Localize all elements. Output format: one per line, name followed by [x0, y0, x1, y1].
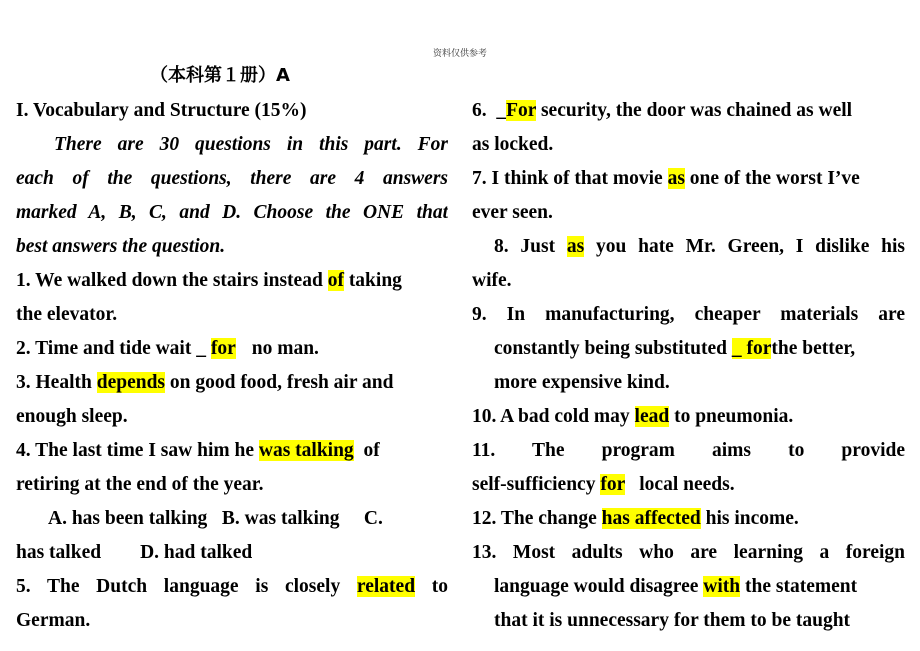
- header-note: 资料仅供参考: [432, 49, 487, 59]
- q12-text: 12. The change: [472, 508, 602, 529]
- q13-text-end: the statement: [740, 576, 858, 597]
- question-6-cont: as locked.: [472, 134, 554, 155]
- question-11: 11. The program aims to provide: [472, 440, 905, 461]
- q12-text-end: his income.: [700, 508, 799, 529]
- question-4-options-1: A. has been talking B. was talking C.: [48, 508, 383, 529]
- question-9-cont-2: more expensive kind.: [494, 372, 670, 393]
- question-1-cont: the elevator.: [16, 304, 118, 325]
- q2-answer: for: [210, 338, 236, 359]
- q10-answer: lead: [634, 406, 670, 427]
- q5-text-end: to: [415, 576, 448, 597]
- q2-text: 2. Time and tide wait _: [16, 338, 211, 359]
- q8-text: 8. Just: [494, 236, 567, 257]
- q9-text: constantly being substituted: [494, 338, 732, 359]
- question-10: [472, 400, 905, 434]
- right-column: [472, 94, 905, 638]
- instructions-line-3: marked A, B, C, and D. Choose the ONE that: [16, 202, 448, 223]
- question-1: [16, 264, 448, 298]
- q8-answer: as: [566, 236, 585, 257]
- q1-text-end: taking: [343, 270, 402, 291]
- q10-text-end: to pneumonia.: [669, 406, 794, 427]
- q13-answer: with: [703, 576, 741, 597]
- question-7-cont: ever seen.: [472, 202, 553, 223]
- question-3-cont: enough sleep.: [16, 406, 128, 427]
- question-5: [16, 570, 448, 604]
- question-11-cont: [472, 468, 905, 502]
- q4-text: 4. The last time I saw him he: [16, 440, 259, 461]
- q6-answer: For: [506, 100, 537, 121]
- q3-answer: depends: [96, 372, 165, 393]
- question-3: [16, 366, 448, 400]
- question-13: 13. Most adults who are learning a foreign: [472, 542, 905, 563]
- q7-text: 7. I think of that movie: [472, 168, 668, 189]
- q8-text-end: you hate Mr. Green, I dislike his: [584, 236, 905, 257]
- q11-text-end: local needs.: [639, 474, 735, 495]
- question-5-cont: German.: [16, 610, 91, 631]
- instructions-line-4: best answers the question.: [16, 236, 226, 257]
- q9-text-end: the better,: [771, 338, 856, 359]
- question-12: [472, 502, 905, 536]
- q4-text-end: of: [353, 440, 380, 461]
- left-column: [16, 94, 448, 638]
- q11-answer: for: [600, 474, 626, 495]
- q9-answer: _ for: [731, 338, 772, 359]
- q6-text-end: security, the door was chained as well: [536, 100, 853, 121]
- question-4-options-2: has talked D. had talked: [16, 542, 253, 563]
- book-title: （本科第１册）A: [150, 65, 290, 86]
- question-13-cont-2: that it is unnecessary for them to be taught: [494, 610, 851, 631]
- q7-answer: as: [667, 168, 685, 189]
- q3-text-end: on good food, fresh air and: [165, 372, 394, 393]
- q2-text-end: no man.: [251, 338, 319, 359]
- q10-text: 10. A bad cold may: [472, 406, 635, 427]
- q13-text: language would disagree: [494, 576, 704, 597]
- instructions-line-2: each of the questions, there are 4 answers: [16, 168, 448, 189]
- question-7: [472, 162, 905, 196]
- q4-answer: was talking: [258, 440, 354, 461]
- q7-text-end: one of the worst I’ve: [684, 168, 860, 189]
- question-8-cont: wife.: [472, 270, 512, 291]
- section-title: I. Vocabulary and Structure (15%): [16, 100, 307, 121]
- question-2: [16, 332, 448, 366]
- question-9: 9. In manufacturing, cheaper materials are: [472, 304, 905, 325]
- q6-text: 6. _: [472, 100, 507, 121]
- question-4: [16, 434, 448, 468]
- q1-answer: of: [327, 270, 344, 291]
- q5-text: 5. The Dutch language is closely: [16, 576, 357, 597]
- q11-text: self-sufficiency: [472, 474, 601, 495]
- instructions-line-1: There are 30 questions in this part. For: [54, 134, 448, 155]
- q12-answer: has affected: [601, 508, 701, 529]
- q1-text: 1. We walked down the stairs instead: [16, 270, 328, 291]
- question-9-cont: [472, 332, 905, 366]
- question-8: [472, 230, 905, 264]
- question-13-cont: [472, 570, 905, 604]
- q3-text: 3. Health: [16, 372, 97, 393]
- question-4-cont: retiring at the end of the year.: [16, 474, 264, 495]
- q5-answer: related: [356, 576, 416, 597]
- question-6: [472, 94, 905, 128]
